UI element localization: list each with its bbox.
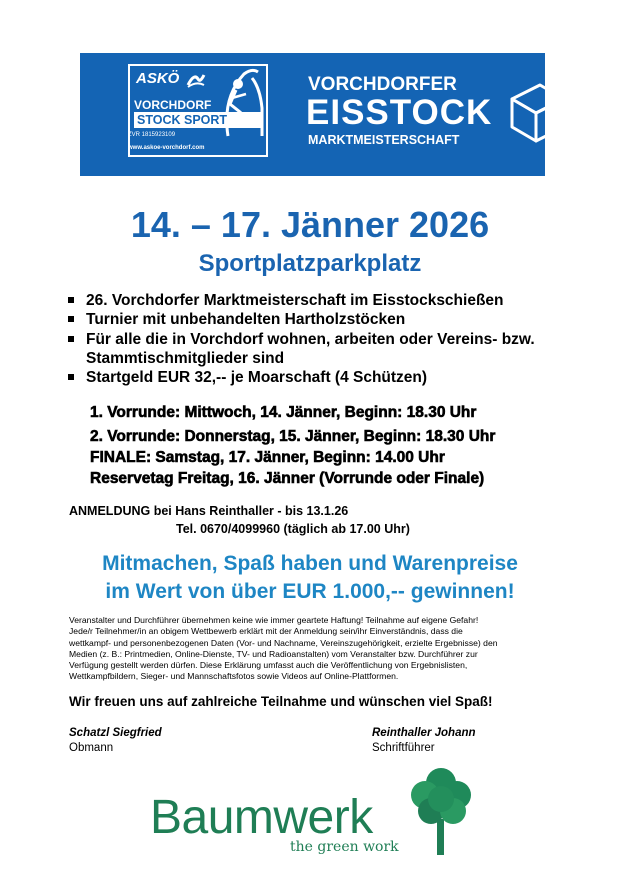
greeting: Wir freuen uns auf zahlreiche Teilnahme und wünschen viel Spaß! bbox=[69, 694, 493, 709]
registration-phone: Tel. 0670/4099960 (täglich ab 17.00 Uhr) bbox=[176, 522, 410, 536]
signature-role-chair: Obmann bbox=[69, 742, 114, 754]
disclaimer-line: Jede/r Teilnehmer/in an obigem Wettbewerb erklärt mit der Anmeldung sein/ihr Einverständnis, dass die bbox=[69, 626, 463, 637]
disclaimer-line: wettkampf- und personenbezogenen Daten (Vor- und Nachname, Vereinszugehörigkeit, erzielte Ergebnisse) den bbox=[69, 637, 498, 648]
club-website: www.askoe-vorchdorf.com bbox=[128, 145, 205, 151]
sponsor-logo-text: Baumwerk bbox=[150, 791, 373, 844]
schedule-final: FINALE: Samstag, 17. Jänner, Beginn: 14.00 Uhr bbox=[90, 449, 445, 466]
club-logo bbox=[128, 64, 268, 157]
event-dates: 14. – 17. Jänner 2026 bbox=[130, 204, 490, 245]
schedule-reserve-day: Reservetag Freitag, 16. Jänner (Vorrunde oder Finale) bbox=[90, 470, 485, 487]
zvr-number: ZVR 1815923109 bbox=[128, 132, 176, 138]
disclaimer-line: Wettkampfbildern, Sieger- und Mannschaftsfotos sowie Videos auf Online-Plattformen. bbox=[69, 671, 399, 682]
prize-line-2: im Wert von über EUR 1.000,-- gewinnen! bbox=[105, 580, 515, 603]
registration-contact: ANMELDUNG bei Hans Reinthaller - bis 13.1.26 bbox=[69, 504, 349, 518]
list-item: 26. Vorchdorfer Marktmeisterschaft im Eisstockschießen bbox=[66, 291, 566, 310]
signature-name-chair: Schatzl Siegfried bbox=[69, 727, 162, 739]
list-item: Turnier mit unbehandelten Hartholzstöcken bbox=[66, 310, 566, 329]
schedule-round-1: 1. Vorrunde: Mittwoch, 14. Jänner, Beginn: 18.30 Uhr bbox=[90, 404, 477, 421]
event-title-line2: EISSTOCK bbox=[306, 93, 493, 132]
club-place: VORCHDORF bbox=[134, 98, 212, 112]
cube-icon bbox=[508, 81, 566, 143]
sponsor-tagline: the green work bbox=[290, 839, 399, 855]
event-title-line3: MARKTMEISTERSCHAFT bbox=[308, 133, 460, 147]
tree-icon bbox=[405, 765, 477, 857]
signature-name-secretary: Reinthaller Johann bbox=[372, 727, 476, 739]
club-name: ASKÖ bbox=[136, 70, 180, 87]
club-sport: STOCK SPORT bbox=[134, 112, 262, 128]
list-item: Für alle die in Vorchdorf wohnen, arbeiten oder Vereins- bzw. Stammtischmitglieder sind bbox=[66, 330, 566, 369]
disclaimer-line: Medien (z. B.: Printmedien, Online-Dienste, TV- und Radioanstalten) vom Veranstalter bzw. Durchführer zur bbox=[69, 648, 478, 659]
event-venue: Sportplatzparkplatz bbox=[198, 250, 422, 277]
disclaimer-line: Verfügung gestellt werden dürfen. Diese Erklärung umfasst auch die Veröffentlichung von Ergebnislisten, bbox=[69, 660, 468, 671]
event-title-line1: VORCHDORFER bbox=[308, 74, 457, 95]
schedule-round-2: 2. Vorrunde: Donnerstag, 15. Jänner, Beginn: 18.30 Uhr bbox=[90, 428, 496, 445]
prize-line-1: Mitmachen, Spaß haben und Warenpreise bbox=[102, 552, 518, 575]
event-banner bbox=[80, 53, 545, 176]
askoe-swoosh-icon bbox=[186, 71, 206, 89]
signature-role-secretary: Schriftführer bbox=[372, 742, 435, 754]
list-item: Startgeld EUR 32,-- je Moarschaft (4 Schützen) bbox=[66, 368, 566, 387]
disclaimer-line: Veranstalter und Durchführer übernehmen keine wie immer geartete Haftung! Teilnahme auf eigene Gefahr! bbox=[69, 615, 479, 625]
disclaimer bbox=[69, 615, 554, 683]
info-bullet-list bbox=[66, 291, 566, 387]
